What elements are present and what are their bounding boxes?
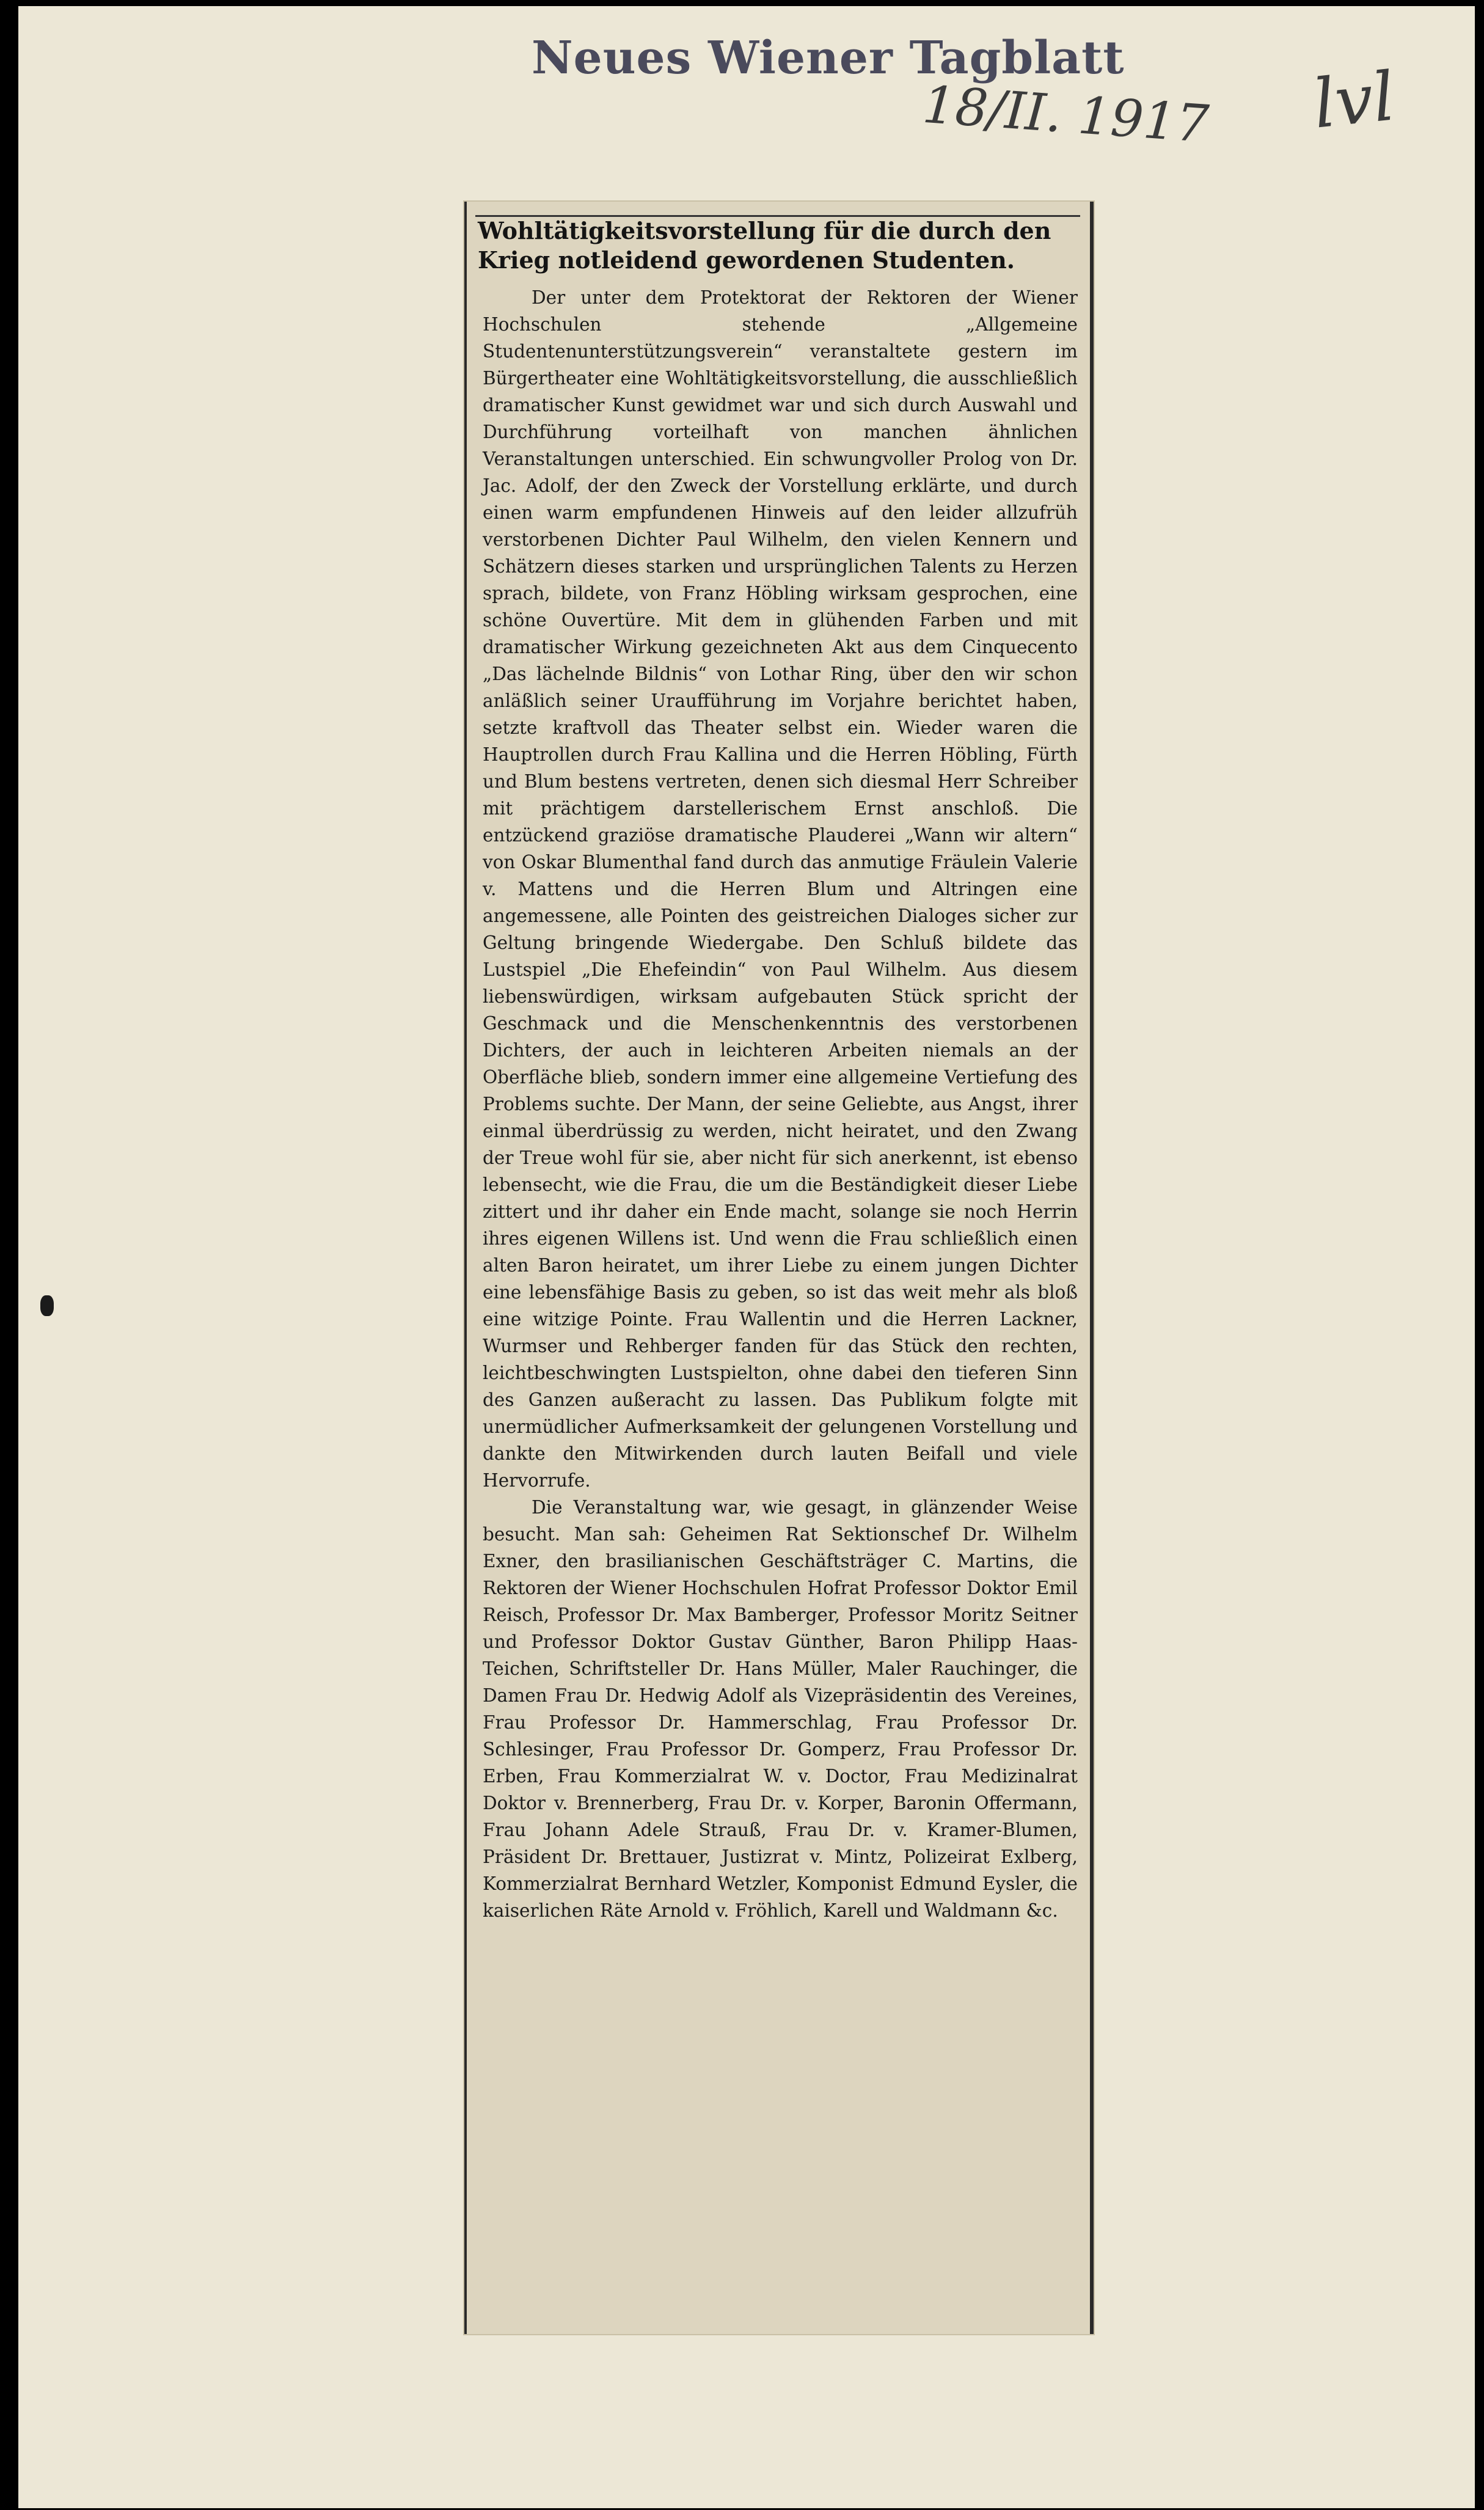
handwritten-date: 18/II. 1917 (921, 74, 1211, 155)
article-paragraph: Der unter dem Protektorat der Rektoren der Wiener Hochschulen stehende „Allgemeine Studentenunterstützungsverein“ veranstaltete gestern im Bürgertheater eine Wohltätigkeitsvorstellung, die ausschließlich dramatischer Kunst gewidmet war und sich durch Auswahl und Durchführung vorteilhaft von manchen ähnlichen Veranstaltungen unterschied. Ein schwungvoller Prolog von Dr. Jac. Adolf, der den Zweck der Vorstellung erklärte, und durch einen warm empfundenen Hinweis auf den leider allzufrüh verstorbenen Dichter Paul Wilhelm, den vielen Kennern und Schätzern dieses starken und ursprünglichen Talents zu Herzen sprach, bildete, von Franz Höbling wirksam gesprochen, eine schöne Ouvertüre. Mit dem in glühenden Farben und mit dramatischer Wirkung gezeichneten Akt aus dem Cinquecento „Das lächelnde Bildnis“ von Lothar Ring, über den wir schon anläßlich seiner Uraufführung im Vorjahre berichtet haben, setzte kraftvoll das Theater selbst ein. Wieder waren die Hauptrollen durch Frau Kallina und die Herren Höbling, Fürth und Blum bestens vertreten, denen sich diesmal Herr Schreiber mit prächtigem darstellerischem Ernst anschloß. Die entzückend graziöse dramatische Plauderei „Wann wir altern“ von Oskar Blumenthal fand durch das anmutige Fräulein Valerie v. Mattens und die Herren Blum und Altringen eine angemessene, alle Pointen des geistreichen Dialoges sicher zur Geltung bringende Wiedergabe. Den Schluß bildete das Lustspiel „Die Ehefeindin“ von Paul Wilhelm. Aus diesem liebenswürdigen, wirksam aufgebauten Stück spricht der Geschmack und die Menschenkenntnis des verstorbenen Dichters, der auch in leichteren Arbeiten niemals an der Oberfläche blieb, sondern immer eine allgemeine Vertiefung des Problems suchte. Der Mann, der seine Geliebte, aus Angst, ihrer einmal überdrüssig zu werden, nicht heiratet, und den Zwang der Treue wohl für sie, aber nicht für sich anerkennt, ist ebenso lebensecht, wie die Frau, die um die Beständigkeit dieser Liebe zittert und ihr daher ein Ende macht, solange sie noch Herrin ihres eigenen Willens ist. Und wenn die Frau schließlich einen alten Baron heiratet, um ihrer Liebe zu einem jungen Dichter eine lebensfähige Basis zu geben, so ist das weit mehr als bloß eine witzige Pointe. Frau Wallentin und die Herren Lackner, Wurmser und Rehberger fanden für das Stück den rechten, leichtbeschwingten Lustspielton, ohne dabei den tieferen Sinn des Ganzen außeracht zu lassen. Das Publikum folgte mit unermüdlicher Aufmerksamkeit der gelungenen Vorstellung und dankte den Mitwirkenden durch lauten Beifall und viele Hervorrufe. (483, 287, 1078, 1491)
archive-mark: lvl (1309, 57, 1398, 144)
article-body (483, 284, 1078, 1924)
punch-mark (40, 1295, 54, 1316)
newspaper-clipping (464, 202, 1094, 2334)
archive-page (18, 6, 1475, 2508)
article-paragraph: Die Veranstaltung war, wie gesagt, in glänzender Weise besucht. Man sah: Geheimen Rat Sektionschef Dr. Wilhelm Exner, den brasilianischen Geschäftsträger C. Martins, die Rektoren der Wiener Hochschulen Hofrat Professor Doktor Emil Reisch, Professor Dr. Max Bamberger, Professor Moritz Seitner und Professor Doktor Gustav Günther, Baron Philipp Haas-Teichen, Schriftsteller Dr. Hans Müller, Maler Rauchinger, die Damen Frau Dr. Hedwig Adolf als Vizepräsidentin des Vereines, Frau Professor Dr. Hammerschlag, Frau Professor Dr. Schlesinger, Frau Professor Dr. Gomperz, Frau Professor Dr. Erben, Frau Kommerzialrat W. v. Doctor, Frau Medizinalrat Doktor v. Brennerberg, Frau Dr. v. Korper, Baronin Offermann, Frau Johann Adele Strauß, Frau Dr. v. Kramer-Blumen, Präsident Dr. Brettauer, Justizrat v. Mintz, Polizeirat Exlberg, Kommerzialrat Bernhard Wetzler, Komponist Edmund Eysler, die kaiserlichen Räte Arnold v. Fröhlich, Karell und Waldmann &c. (483, 1497, 1078, 1921)
newspaper-stamp: Neues Wiener Tagblatt (532, 32, 1125, 84)
article-headline: Wohltätigkeitsvorstellung für die durch den Krieg notleidend gewordenen Studenten. (478, 217, 1051, 274)
